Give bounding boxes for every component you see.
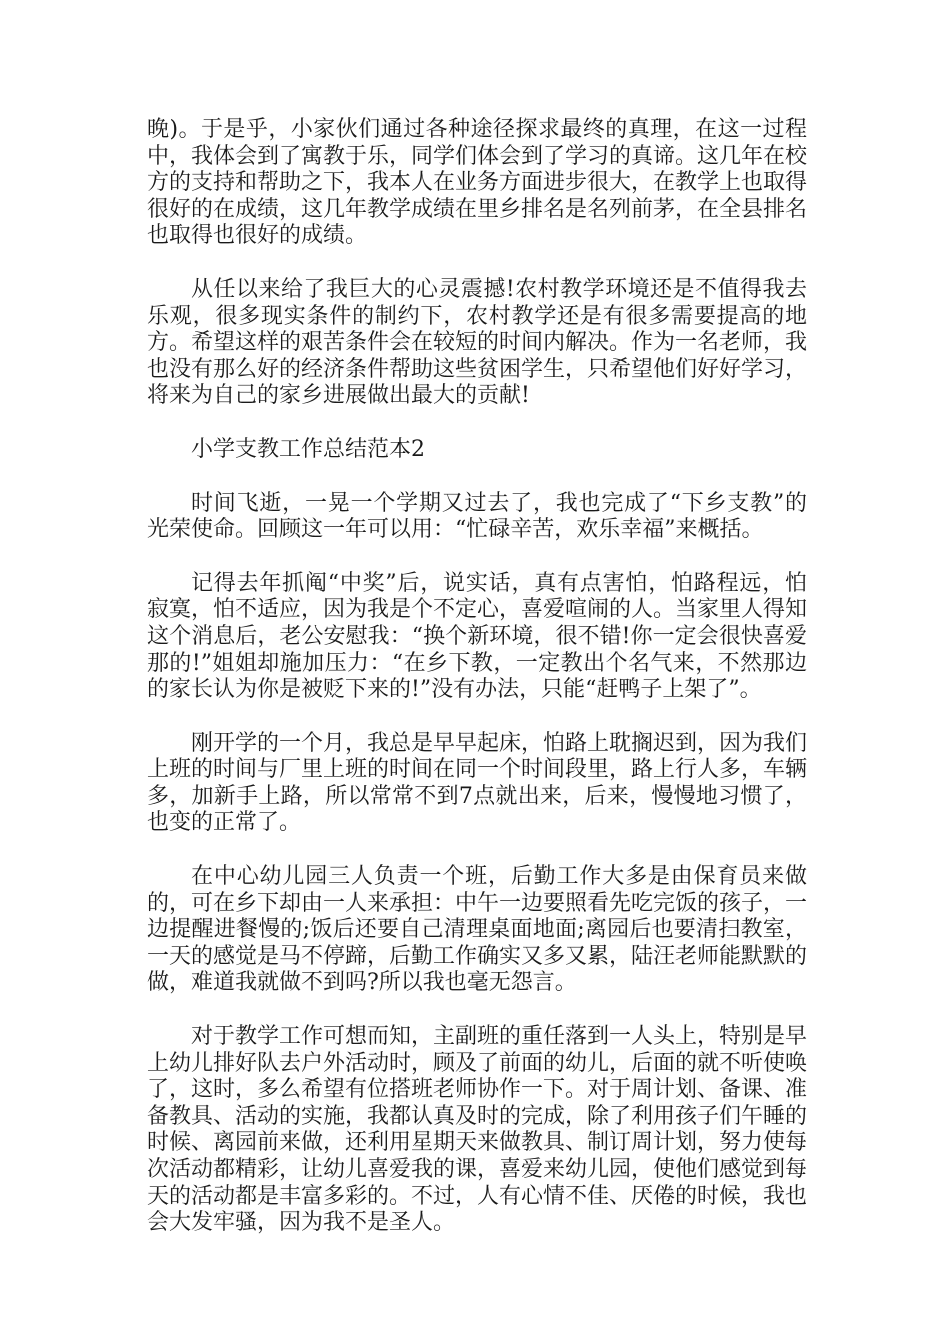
paragraph-teaching-work: 对于教学工作可想而知，主副班的重任落到一人头上，特别是早上幼儿排好队去户外活动时，顾及了前面的幼儿，后面的就不听使唤了，这时，多么希望有位搭班老师协作一下。对于周计划、备课、准备教具、活动的实施，我都认真及时的完成，除了利用孩子们午睡的时候、离园前来做，还利用星期天来做教具、制订周计划，努力使每次活动都精彩，让幼儿喜爱我的课，喜爱来幼儿园，使他们感觉到每天的活动都是丰富多彩的。不过，人有心情不佳、厌倦的时候，我也会大发牢骚，因为我不是圣人。 bbox=[147, 1024, 808, 1236]
paragraph-time-flies: 时间飞逝，一晃一个学期又过去了，我也完成了“下乡支教”的光荣使命。回顾这一年可以用：“忙碌辛苦，欢乐幸福”来概括。 bbox=[147, 490, 807, 543]
paragraph-logistics-work: 在中心幼儿园三人负责一个班，后勤工作大多是由保育员来做的，可在乡下却由一人来承担：中午一边要照看先吃完饭的孩子，一边提醒进餐慢的;饭后还要自己清理桌面地面;离园后也要清扫教室，一天的感觉是马不停蹄，后勤工作确实又多又累，陆汪老师能默默的做，难道我就做不到吗?所以我也毫无怨言。 bbox=[147, 864, 808, 996]
paragraph-first-month: 刚开学的一个月，我总是早早起床，怕路上耽搁迟到，因为我们上班的时间与厂里上班的时间在同一个时间段里，路上行人多，车辆多，加新手上路，所以常常不到7点就出来，后来，慢慢地习惯了，也变的正常了。 bbox=[147, 730, 808, 836]
document-page bbox=[147, 117, 807, 1264]
section-heading: 小学支教工作总结范本2 bbox=[191, 436, 425, 462]
paragraph-lottery-memory: 记得去年抓阄“中奖”后，说实话，真有点害怕，怕路程远，怕寂寞，怕不适应，因为我是个不定心，喜爱喧闹的人。当家里人得知这个消息后，老公安慰我：“换个新环境，很不错!你一定会很快喜爱那的!”姐姐却施加压力：“在乡下教，一定教出个名气来，不然那边的家长认为你是被贬下来的!”没有办法，只能“赶鸭子上架了”。 bbox=[147, 570, 808, 703]
paragraph-rural-teaching-reflection: 从任以来给了我巨大的心灵震撼!农村教学环境还是不值得我去乐观，很多现实条件的制约下，农村教学还是有很多需要提高的地方。希望这样的艰苦条件会在较短的时间内解决。作为一名老师，我也没有那么好的经济条件帮助这些贫困学生，只希望他们好好学习，将来为自己的家乡进展做出最大的贡献! bbox=[147, 276, 808, 409]
paragraph-continuation: 晚)。于是乎，小家伙们通过各种途径探求最终的真理，在这一过程中，我体会到了寓教于乐，同学们体会到了学习的真谛。这几年在校方的支持和帮助之下，我本人在业务方面进步很大，在教学上也取得很好的在成绩，这几年教学成绩在里乡排名是名列前茅，在全县排名也取得也很好的成绩。 bbox=[147, 117, 808, 249]
